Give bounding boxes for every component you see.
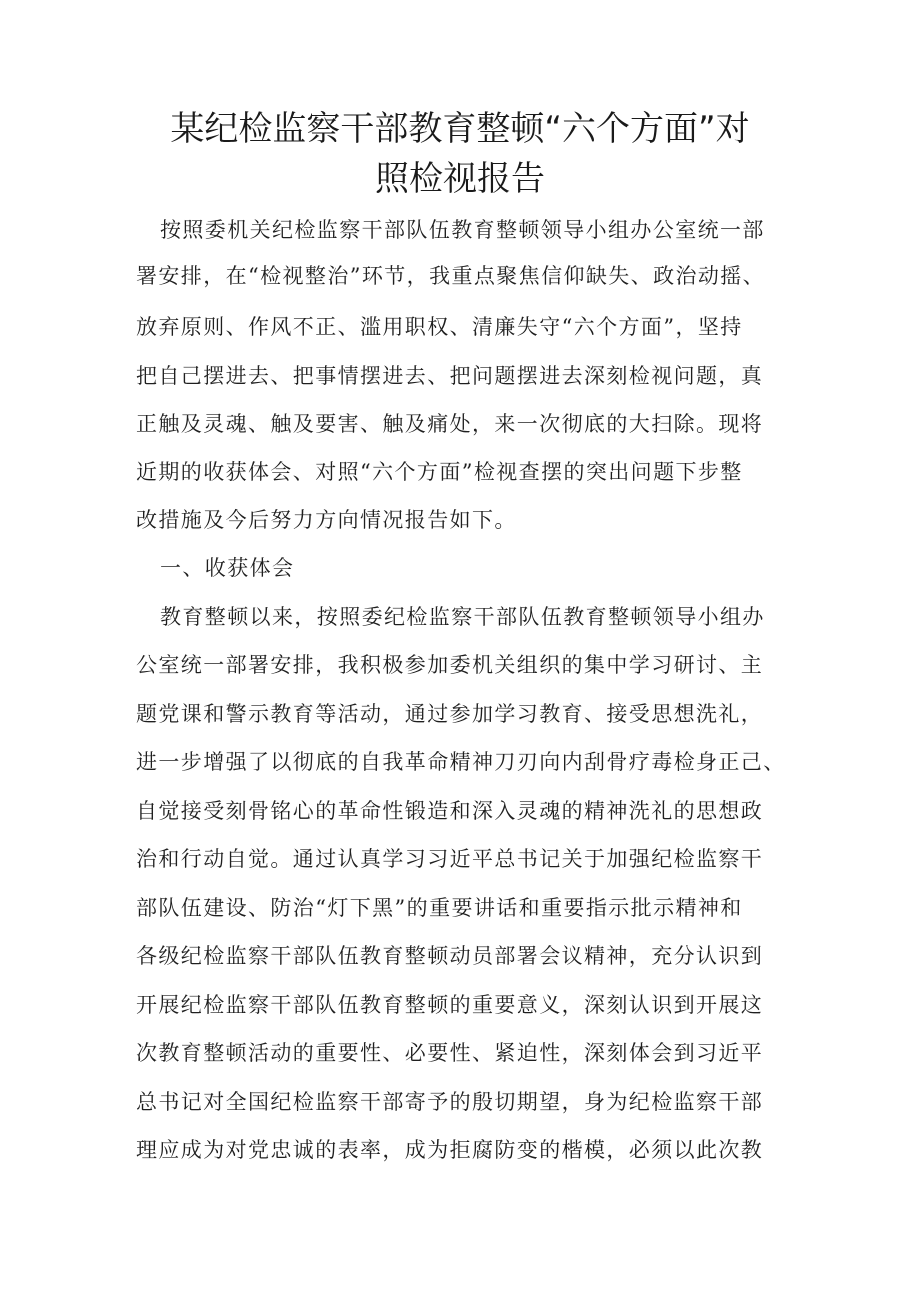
body-line-7: 改措施及今后努力方向情况报告如下。: [136, 508, 517, 532]
body-line-4: 把自己摆进去、把事情摆进去、把问题摆进去深刻检视问题，真: [136, 364, 764, 388]
body-line-18: 次教育整顿活动的重要性、必要性、紧迫性，深刻体会到习近平: [136, 1041, 764, 1065]
body-line-14: 治和行动自觉。通过认真学习习近平总书记关于加强纪检监察干: [136, 847, 764, 871]
body-line-3: 放弃原则、作风不正、滥用职权、清廉失守“六个方面”，坚持: [136, 315, 743, 339]
body-line-11: 题党课和警示教育等活动，通过参加学习教育、接受思想洗礼，: [136, 702, 764, 726]
document-title-line-1: 某纪检监察干部教育整顿“六个方面”对: [170, 109, 750, 149]
document-title-line-2: 照检视报告: [375, 159, 545, 199]
body-line-15: 部队伍建设、防治“灯下黑”的重要讲话和重要指示批示精神和: [136, 896, 743, 920]
body-line-5: 正触及灵魂、触及要害、触及痛处，来一次彻底的大扫除。现将: [136, 412, 764, 436]
body-line-9: 教育整顿以来，按照委纪检监察干部队伍教育整顿领导小组办: [160, 605, 765, 629]
body-line-6: 近期的收获体会、对照“六个方面”检视查摆的突出问题下步整: [136, 460, 743, 484]
body-line-12: 进一步增强了以彻底的自我革命精神刀刃向内刮骨疗毒检身正己、: [136, 750, 786, 774]
body-line-17: 开展纪检监察干部队伍教育整顿的重要意义，深刻认识到开展这: [136, 993, 764, 1017]
body-line-19: 总书记对全国纪检监察干部寄予的殷切期望，身为纪检监察干部: [136, 1090, 764, 1114]
body-line-1: 按照委机关纪检监察干部队伍教育整顿领导小组办公室统一部: [160, 218, 765, 242]
body-line-20: 理应成为对党忠诚的表率，成为拒腐防变的楷模，必须以此次教: [136, 1138, 764, 1162]
body-line-10: 公室统一部署安排，我积极参加委机关组织的集中学习研讨、主: [136, 653, 764, 677]
body-line-13: 自觉接受刻骨铭心的革命性锻造和深入灵魂的精神洗礼的思想政: [136, 799, 764, 823]
section-heading: 一、收获体会: [160, 556, 295, 580]
body-line-2: 署安排，在“检视整治”环节，我重点聚焦信仰缺失、政治动摇、: [136, 264, 766, 288]
body-line-16: 各级纪检监察干部队伍教育整顿动员部署会议精神，充分认识到: [136, 944, 764, 968]
